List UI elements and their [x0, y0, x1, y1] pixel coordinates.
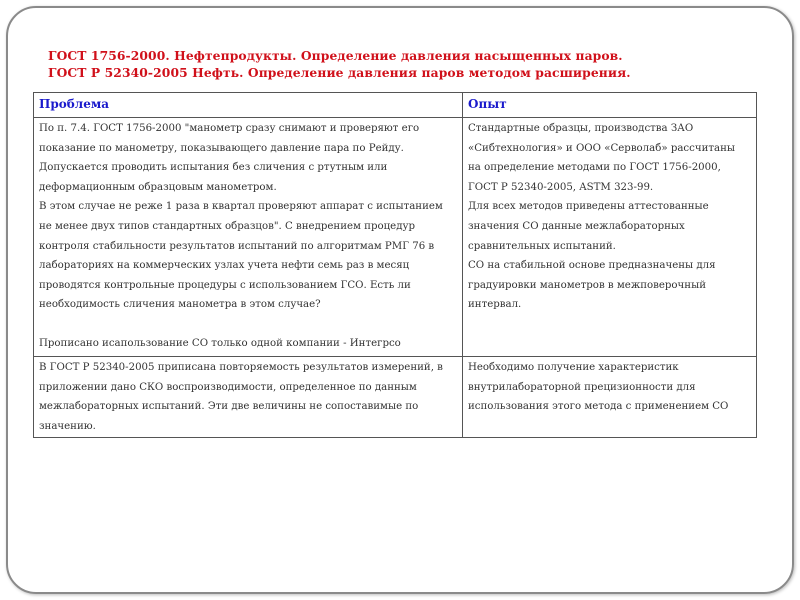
table-row — [34, 357, 757, 438]
table-header-row — [34, 93, 757, 118]
cell-text: По п. 7.4. ГОСТ 1756-2000 "манометр сразу снимают и проверяют его показание по манометру, показывающего давление пара по Рейду. Допускается проводить испытания без сличения с ртутным или деформационным образцовым манометром. — [39, 123, 420, 193]
cell-text: Прописано исапользование СО только одной компании - Интегрсо — [39, 337, 401, 349]
slide-title — [48, 47, 631, 81]
problem-cell — [34, 357, 463, 438]
problem-cell — [34, 118, 463, 357]
cell-text: Необходимо получение характеристик внутрилабораторной прецизионности для использования этого метода с применением СО — [468, 362, 729, 413]
cell-text: Для всех методов приведены аттестованные значения СО данные межлабораторных сравнительных испытаний. — [468, 201, 709, 252]
problem-experience-table — [33, 92, 757, 438]
cell-text: СО на стабильной основе предназначены для градуировки манометров в межповерочный интервал. — [468, 260, 716, 311]
cell-text: В ГОСТ Р 52340-2005 приписана повторяемость результатов измерений, в приложении дано СКО воспроизводимости, определенное по данным межлабораторных испытаний. Эти две величины не сопоставимые по значению. — [39, 362, 443, 432]
experience-cell — [463, 357, 757, 438]
header-experience: Опыт — [463, 93, 757, 118]
cell-text: В этом случае не реже 1 раза в квартал проверяют аппарат с испытанием не менее двух типов стандартных образцов". С внедрением процедур контроля стабильности результатов испытаний по алгоритмам РМГ 76 в лабораториях на коммерческих узлах учета нефти семь раз в месяц проводятся контрольные процедуры с использованием ГСО. Есть ли необходимость сличения манометра в этом случае? — [39, 201, 443, 311]
table-row — [34, 118, 757, 357]
cell-text: Стандартные образцы, производства ЗАО «Сибтехнология» и ООО «Серволаб» рассчитаны на определение методами по ГОСТ 1756-2000, ГОСТ Р 52340-2005, ASTM 323-99. — [468, 123, 735, 193]
title-line-1: ГОСТ 1756-2000. Нефтепродукты. Определение давления насыщенных паров. — [48, 48, 623, 63]
title-line-2: ГОСТ Р 52340-2005 Нефть. Определение давления паров методом расширения. — [48, 65, 631, 80]
experience-cell — [463, 118, 757, 357]
header-problem: Проблема — [34, 93, 463, 118]
